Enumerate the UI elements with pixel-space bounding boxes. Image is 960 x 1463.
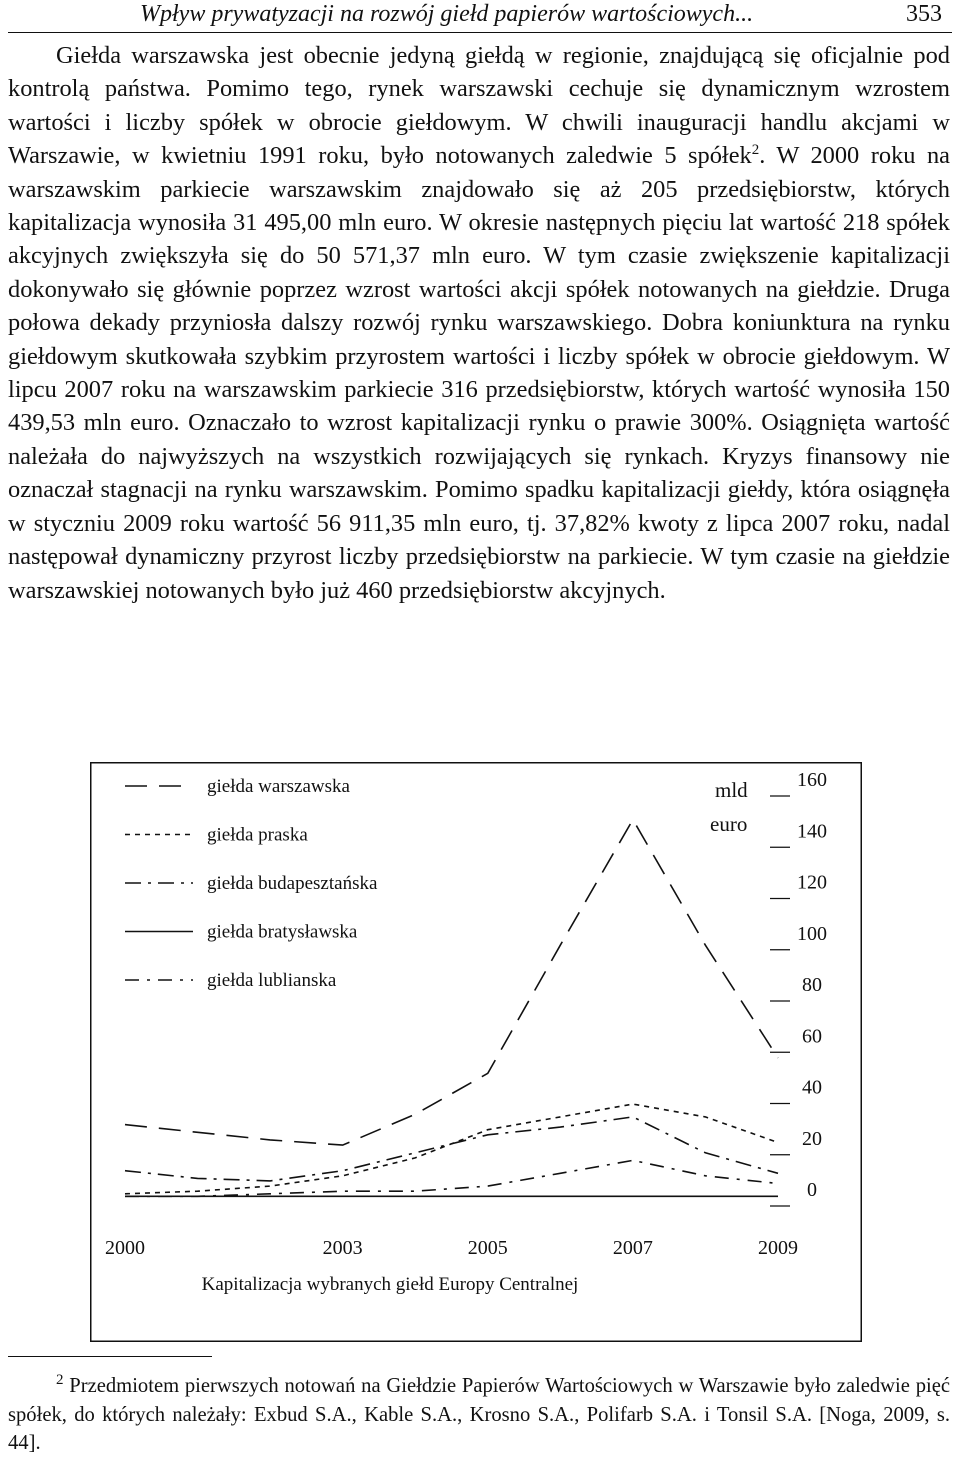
y-tick-label: 120 xyxy=(797,871,827,894)
chart-svg xyxy=(90,762,862,1342)
legend-label-1: giełda warszawska xyxy=(207,776,350,797)
y-tick-label: 0 xyxy=(807,1179,817,1201)
y-tick-label: 60 xyxy=(802,1025,822,1048)
series-line-5 xyxy=(125,1160,778,1196)
y-axis xyxy=(770,769,827,1206)
legend-label-2: giełda praska xyxy=(207,824,308,846)
y-tick-label: 100 xyxy=(797,922,827,945)
capitalization-chart xyxy=(90,762,862,1342)
footnote-paragraph xyxy=(8,1372,950,1458)
paragraph-text-part1: Giełda warszawska jest obecnie jedyną giełdą w regionie, znajdującą się oficjalnie pod kontrolą państwa. Pomimo tego, rynek warszawski cechuje się dynamicznym wzrostem wartości i liczby spółek w obrocie giełdowym. W chwili inauguracji handlu akcjami w Warszawie, w kwietniu 1991 roku, było notowanych zaledwie 5 spółek xyxy=(8,42,950,170)
legend-label-3: giełda budapesztańska xyxy=(207,873,378,894)
chart-legend xyxy=(125,776,378,991)
y-unit-label-1: mld xyxy=(715,778,748,802)
page-number: 353 xyxy=(906,1,942,27)
footnote-rule xyxy=(8,1356,212,1357)
x-tick-label: 2007 xyxy=(612,1237,653,1259)
footnote xyxy=(8,1372,950,1458)
y-tick-label: 20 xyxy=(802,1127,822,1150)
legend-label-5: giełda lublianska xyxy=(207,970,337,991)
x-tick-label: 2009 xyxy=(758,1237,798,1259)
body-text xyxy=(8,39,950,607)
x-tick-label: 2003 xyxy=(322,1237,363,1259)
page-header xyxy=(8,0,952,33)
series-line-3 xyxy=(125,1117,778,1181)
footnote-number: 2 xyxy=(56,1372,64,1389)
y-tick-label: 80 xyxy=(802,974,822,996)
y-unit-label-2: euro xyxy=(710,812,748,836)
series-line-2 xyxy=(125,1104,778,1194)
x-axis xyxy=(105,1237,798,1259)
chart-caption: Kapitalizacja wybranych giełd Europy Centralnej xyxy=(201,1274,579,1295)
paragraph xyxy=(8,39,950,607)
running-title: Wpływ prywatyzacji na rozwój giełd papierów wartościowych... xyxy=(140,1,754,27)
y-tick-label: 140 xyxy=(797,820,827,843)
y-tick-label: 160 xyxy=(797,769,827,791)
paragraph-text-part2: . W 2000 roku na warszawskim parkiecie warszawskim znajdowało się aż 205 przedsiębiorstw, których kapitalizacja wynosiła 31 495,00 mln euro. W okresie następnych pięciu lat wartość 218 spółek akcyjnych zwiększyła się do 50 571,37 mln euro. W tym czasie zwiększenie kapitalizacji dokonywało się głównie poprzez wzrost wartości akcji spółek notowanych na giełdzie. Druga połowa dekady przyniosła dalszy rozwój rynku warszawskiego. Dobra koniunktura na rynku giełdowym skutkowała szybkim przyrostem wartości i liczby spółek w obrocie giełdowym. W lipcu 2007 roku na warszawskim parkiecie 316 przedsiębiorstw, których wartość wynosiła 150 439,53 mln euro. Oznaczało to wzrost kapitalizacji rynku o prawie 300%. Osiągnięta wartość należała do najwyższych na wszystkich rozwijających się rynkach. Kryzys finansowy nie oznaczał stagnacji na rynku warszawskim. Pomimo spadku kapitalizacji giełdy, która osiągnęła w styczniu 2009 roku wartość 56 911,35 mln euro, tj. 37,82% kwoty z lipca 2007 roku, nadal następował dynamiczny przyrost liczby przedsiębiorstw na parkiecie. W tym czasie na giełdzie warszawskiej notowanych było już 460 przedsiębiorstw akcyjnych. xyxy=(8,142,950,604)
footnote-reference[interactable]: 2 xyxy=(751,142,760,159)
legend-label-4: giełda bratysławska xyxy=(207,921,358,943)
x-tick-label: 2005 xyxy=(467,1237,508,1259)
footnote-text: Przedmiotem pierwszych notowań na Giełdzie Papierów Wartościowych w Warszawie było zaledwie pięć spółek, do których należały: Exbud S.A., Kable S.A., Krosno S.A., Polifarb S.A. i Tonsil S.A. [Noga, 2009, s. 44]. xyxy=(8,1375,950,1455)
x-tick-label: 2000 xyxy=(105,1237,145,1259)
y-tick-label: 40 xyxy=(802,1076,822,1099)
